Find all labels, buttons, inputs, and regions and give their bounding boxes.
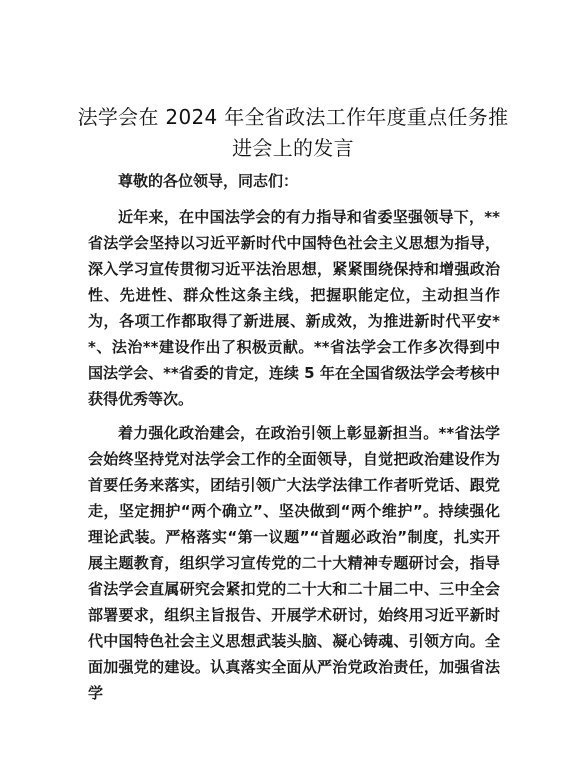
document-body (88, 166, 500, 714)
greeting: 尊敬的各位领导，同志们： (118, 172, 299, 190)
document-title: 法学会在 2024 年全省政法工作年度重点任务推进会上的发言 (77, 105, 509, 160)
paragraph-political-building: 着力强化政治建会，在政治引领上彰显新担当。**省法学会始终坚持党对法学会工作的全面领导，自觉把政治建设作为首要任务来落实，团结引领广大法学法律工作者听党话、跟党走，坚定拥护“两个确立”、坚决做到“两个维护”。持续强化理论武装。严格落实“第一议题”“首题必政治”制度，扎实开展主题教育，组织学习宣传党的二十大精神专题研讨会，指导省法学会直属研究会紧扣党的二十大和二十届二中、三中全会部署要求，组织主旨报告、开展学术研讨，始终用习近平新时代中国特色社会主义思想武装头脑、凝心铸魂、引领方向。全面加强党的建设。认真落实全面从严治党政治责任，加强省法学 (88, 424, 500, 702)
paragraph-intro: 近年来，在中国法学会的有力指导和省委坚强领导下，**省法学会坚持以习近平新时代中国特色社会主义思想为指导，深入学习宣传贯彻习近平法治思想，紧紧围绕保持和增强政治性、先进性、群众性这条主线，把握职能定位，主动担当作为，各项工作都取得了新进展、新成效，为推进新时代平安**、法治**建设作出了积极贡献。**省法学会工作多次得到中国法学会、**省委的肯定，连续 5 年在全国省级法学会考核中获得优秀等次。 (88, 208, 500, 408)
